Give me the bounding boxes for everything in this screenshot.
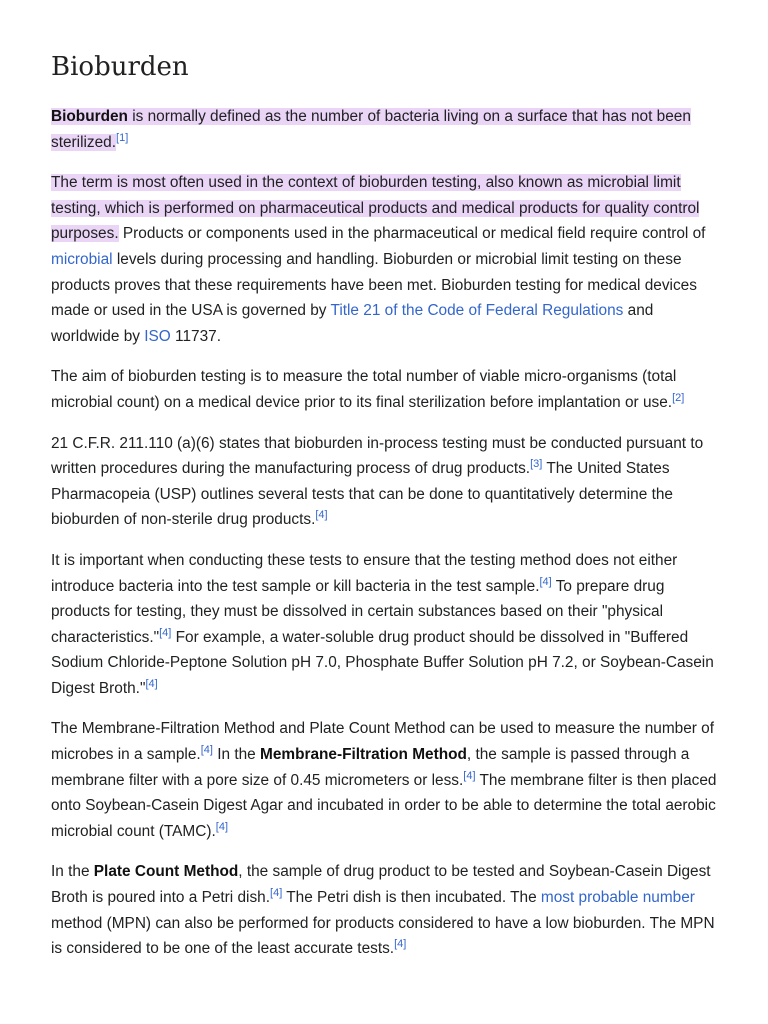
citation-link-3[interactable]: [3] (530, 458, 543, 470)
text-span: To prepare drug products for testing, they must be dissolved in certain substances based on their "physical characteristics." (51, 577, 665, 646)
link-iso[interactable]: ISO (144, 327, 171, 345)
text-span: For example, a water-soluble drug product should be dissolved in "Buffered Sodium Chloride-Peptone Solution pH 7.0, Phosphate Buffer Solution pH 7.2, or Soybean-Casein Digest Broth." (51, 628, 714, 697)
text-span: , the sample of drug product to be tested and Soybean-Casein Digest Broth is poured into a Petri dish. (51, 863, 711, 907)
highlight-bioburden (51, 108, 691, 151)
citation-link-4[interactable]: [4] (215, 820, 228, 833)
citation-link-1[interactable]: [1] (116, 131, 129, 144)
text-span: The aim of bioburden testing is to measure the total number of viable micro-organisms (total microbial count) on a medical device prior to its final sterilization before implantation or use. (51, 368, 677, 411)
citation-link-4[interactable]: [4] (463, 769, 476, 782)
citation-link-4[interactable]: [4] (200, 743, 213, 756)
citation-link-4[interactable]: [4] (270, 886, 283, 899)
citation-ref[interactable] (159, 627, 171, 639)
paragraph-plate-count (51, 859, 721, 961)
citation-ref[interactable] (463, 770, 475, 782)
citation-link-4[interactable]: [4] (159, 626, 172, 639)
link-microbial[interactable]: microbial (51, 250, 113, 268)
paragraph-testing (51, 170, 721, 349)
citation-link-4[interactable]: [4] (145, 677, 158, 690)
citation-ref[interactable] (216, 821, 228, 833)
text-span: is normally defined as the number of bacteria living on a surface that has not been sterilized. (51, 108, 691, 151)
citation-ref[interactable] (394, 938, 406, 950)
text-span: and worldwide by (51, 302, 654, 345)
text-span: levels during processing and handling. Bioburden or microbial limit testing on these products proves that these requirements have been met. Bioburden testing for medical devices made or used in the USA is governed by (51, 250, 697, 320)
paragraph-methods (51, 716, 721, 844)
citation-ref[interactable] (270, 887, 282, 899)
text-span: The Membrane-Filtration Method and Plate Count Method can be used to measure the number of microbes in a sample. (51, 720, 715, 764)
text-span: It is important when conducting these tests to ensure that the testing method does not either introduce bacteria into the test sample or kill bacteria in the test sample. (51, 551, 678, 595)
text-span: 11737. (170, 327, 221, 345)
article-body (51, 104, 721, 977)
citation-ref[interactable] (315, 509, 327, 521)
paragraph-preparation (51, 548, 721, 702)
citation-ref[interactable] (201, 744, 213, 756)
text-span: The United States Pharmacopeia (USP) outlines several tests that can be done to quantitatively determine the bioburden of non-sterile drug products. (51, 460, 673, 529)
link-most-probable-number[interactable]: most probable number (540, 889, 695, 907)
citation-link-4[interactable]: [4] (394, 938, 407, 951)
text-span: 21 C.F.R. 211.110 (a)(6) states that bioburden in-process testing must be conducted pursuant to written procedures during the manufacturing process of drug products. (51, 434, 704, 478)
text-span: In the (51, 863, 94, 881)
paragraph-cfr (51, 431, 721, 533)
text-span: , the sample is passed through a membrane filter with a pore size of 0.45 micrometers or less. (51, 746, 690, 789)
text-span: method (MPN) can also be performed for products considered to have a low bioburden. The MPN is considered to be one of the least accurate tests. (51, 914, 715, 958)
text-span: The membrane filter is then placed onto Soybean-Casein Digest Agar and incubated in order to be able to determine the total aerobic microbial count (TAMC). (51, 771, 717, 840)
highlight-testing: The term is most often used in the context of bioburden testing, also known as microbial limit testing, which is performed on pharmaceutical products and medical products for quality control purposes. (51, 174, 700, 243)
citation-ref[interactable] (539, 575, 551, 587)
bold-term-bioburden: Bioburden (51, 108, 128, 125)
page-title: Bioburden (51, 52, 189, 82)
paragraph-intro (51, 104, 721, 155)
text-span: The Petri dish is then incubated. The (282, 889, 541, 907)
text-span: Products or components used in the pharmaceutical or medical field require control of (118, 225, 706, 243)
paragraph-aim (51, 364, 721, 415)
citation-link-2[interactable]: [2] (672, 391, 685, 404)
citation-ref[interactable] (530, 458, 542, 470)
citation-ref[interactable] (145, 678, 157, 690)
citation-link-4[interactable]: [4] (315, 509, 328, 522)
citation-ref[interactable] (672, 392, 684, 404)
text-span: In the (212, 746, 260, 764)
citation-ref[interactable] (116, 131, 128, 143)
bold-term-plate-count: Plate Count Method (93, 863, 239, 881)
link-cfr-title-21[interactable]: Title 21 of the Code of Federal Regulations (330, 302, 624, 320)
citation-link-4[interactable]: [4] (539, 575, 552, 588)
bold-term-membrane-filtration: Membrane-Filtration Method (260, 746, 467, 764)
